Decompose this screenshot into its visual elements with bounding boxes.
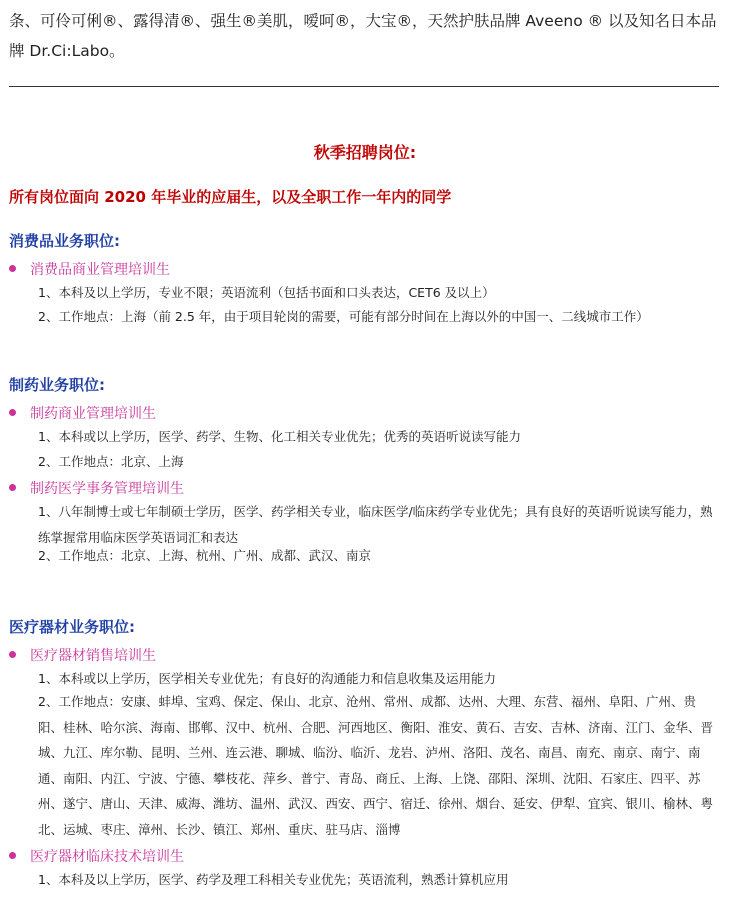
intro-paragraph: 条、可伶可俐®、露得清®、强生®美肌，嗳呵®，大宝®，天然护肤品牌 Aveeno ® 以及知名日本品牌 Dr.Ci:Labo。 bbox=[9, 12, 717, 60]
job-title-device-clinical bbox=[9, 846, 184, 866]
bullet-icon bbox=[9, 484, 16, 491]
divider-line bbox=[9, 86, 719, 87]
job-name: 医疗器材销售培训生 bbox=[30, 648, 156, 664]
section-title-devices: 医疗器材业务职位: bbox=[9, 618, 135, 636]
job-title-pharma-mt bbox=[9, 403, 156, 423]
page-title: 秋季招聘岗位: bbox=[313, 143, 417, 162]
job-requirement: 1、本科及以上学历，专业不限；英语流利（包括书面和口头表达，CET6 及以上） bbox=[38, 285, 495, 300]
bullet-icon bbox=[9, 651, 16, 658]
job-requirement: 2、工作地点：上海（前 2.5 年，由于项目轮岗的需要，可能有部分时间在上海以外的中国一、二线城市工作） bbox=[38, 309, 649, 324]
job-name: 医疗器材临床技术培训生 bbox=[30, 849, 184, 865]
bullet-icon bbox=[9, 265, 16, 272]
job-requirement: 1、本科或以上学历，医学相关专业优先；有良好的沟通能力和信息收集及运用能力 bbox=[38, 671, 496, 686]
job-requirement: 1、本科或以上学历，医学、药学、生物、化工相关专业优先；优秀的英语听说读写能力 bbox=[38, 429, 521, 444]
bullet-icon bbox=[9, 409, 16, 416]
job-requirement: 2、工作地点：安康、蚌埠、宝鸡、保定、保山、北京、沧州、常州、成都、达州、大理、东营、福州、阜阳、广州、贵阳、桂林、哈尔滨、海南、邯郸、汉中、杭州、合肥、河西地区、衡阳、淮安、黄石、吉安、吉林、济南、江门、金华、晋城、九江、库尔勒、昆明、兰州、连云港、聊城、临汾、临沂、龙岩、泸州、洛阳、茂名、南昌、南充、南京、南宁、南通、南阳、内江、宁波、宁德、攀枝花、萍乡、普宁、青岛、商丘、上海、上饶、邵阳、深圳、沈阳、石家庄、四平、苏州、遂宁、唐山、天津、威海、潍坊、温州、武汉、西安、西宁、宿迁、徐州、烟台、延安、伊犁、宜宾、银川、榆林、粤北、运城、枣庄、漳州、长沙、镇江、郑州、重庆、驻马店、淄博 bbox=[38, 694, 714, 837]
job-title-consumer-mt bbox=[9, 259, 170, 279]
section-title-pharma: 制药业务职位: bbox=[9, 376, 105, 394]
job-requirement: 1、本科及以上学历，医学、药学及理工科相关专业优先；英语流利，熟悉计算机应用 bbox=[38, 872, 509, 887]
job-name: 消费品商业管理培训生 bbox=[30, 262, 170, 278]
job-name: 制药商业管理培训生 bbox=[30, 406, 156, 422]
job-requirement: 1、八年制博士或七年制硕士学历，医学、药学相关专业，临床医学/临床药学专业优先；具有良好的英语听说读写能力，熟练掌握常用临床医学英语词汇和表达 bbox=[38, 504, 713, 545]
job-requirement: 2、工作地点：北京、上海、杭州、广州、成都、武汉、南京 bbox=[38, 548, 371, 563]
bullet-icon bbox=[9, 852, 16, 859]
job-title-device-sales bbox=[9, 645, 156, 665]
job-title-pharma-medical bbox=[9, 478, 184, 498]
job-requirement: 2、工作地点：北京、上海 bbox=[38, 454, 184, 469]
job-name: 制药医学事务管理培训生 bbox=[30, 481, 184, 497]
section-title-consumer: 消费品业务职位: bbox=[9, 232, 120, 250]
eligibility-notice: 所有岗位面向 2020 年毕业的应届生，以及全职工作一年内的同学 bbox=[9, 188, 452, 206]
